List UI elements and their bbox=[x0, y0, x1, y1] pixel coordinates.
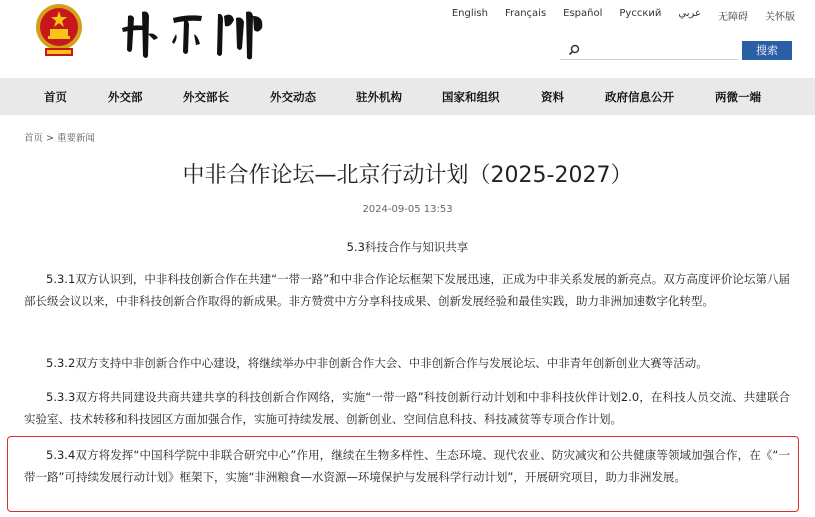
search-button[interactable]: 搜索 bbox=[742, 41, 792, 60]
article-paragraph: 5.3.3双方将共同建设共商共建共享的科技创新合作网络，实施“一带一路”科技创新行动计划和中非科技伙伴计划2.0，在科技人员交流、共建联合实验室、技术转移和科技园区方面加强合作，实施可持续发展、创新创业、空间信息科技、科技减贫等专项合作计划。 bbox=[24, 390, 790, 426]
national-emblem-logo[interactable] bbox=[33, 2, 85, 58]
elder-care-link[interactable]: 关怀版 bbox=[765, 12, 795, 23]
ministry-calligraphy-logo[interactable] bbox=[118, 4, 268, 62]
nav-item-news[interactable]: 外交动态 bbox=[270, 90, 316, 104]
language-bar bbox=[435, 8, 795, 23]
nav-item-countries[interactable]: 国家和组织 bbox=[442, 90, 500, 104]
search-icon bbox=[568, 44, 580, 56]
nav-item-resources[interactable]: 资料 bbox=[541, 90, 564, 104]
nav-item-home[interactable]: 首页 bbox=[44, 90, 67, 104]
main-nav bbox=[0, 78, 815, 115]
article-paragraph: 5.3.1双方认识到，中非科技创新合作在共建“一带一路”和中非合作论坛框架下发展迅速，正成为中非关系发展的新亮点。双方高度评价论坛第八届部长级会议以来，中非科技创新合作取得的新成果。非方赞赏中方分享科技成果、创新发展经验和最佳实践，助力非洲加速数字化转型。 bbox=[24, 272, 790, 308]
article-paragraph: 5.3.2双方支持中非创新合作中心建设，将继续举办中非创新合作大会、中非创新合作与发展论坛、中非青年创新创业大赛等活动。 bbox=[46, 356, 708, 370]
lang-spanish[interactable]: Español bbox=[563, 8, 603, 19]
accessibility-link[interactable]: 无障碍 bbox=[718, 12, 748, 23]
nav-item-social[interactable]: 两微一端 bbox=[715, 90, 761, 104]
nav-item-missions[interactable]: 驻外机构 bbox=[356, 90, 402, 104]
article-title: 中非合作论坛—北京行动计划（2025-2027） bbox=[182, 163, 633, 188]
lang-english[interactable]: English bbox=[451, 8, 488, 19]
lang-arabic[interactable]: عربي bbox=[678, 8, 701, 19]
nav-item-minister[interactable]: 外交部长 bbox=[183, 90, 229, 104]
nav-item-ministry[interactable]: 外交部 bbox=[108, 90, 143, 104]
breadcrumb[interactable]: 首页 > 重要新闻 bbox=[24, 133, 95, 144]
highlight-box bbox=[7, 436, 799, 512]
article-paragraph: 5.3.4双方将发挥“中国科学院中非联合研究中心”作用，继续在生物多样性、生态环境、现代农业、防灾减灾和公共健康等领域加强合作，在《“一带一路”可持续发展行动计划》框架下，实施“非洲粮食—水资源—环境保护与发展科学行动计划”，开展研究项目，助力非洲发展。 bbox=[24, 448, 790, 484]
search-input[interactable] bbox=[560, 41, 738, 60]
section-heading: 5.3科技合作与知识共享 bbox=[346, 240, 469, 254]
nav-item-gov-info[interactable]: 政府信息公开 bbox=[605, 90, 674, 104]
site-header bbox=[0, 0, 815, 78]
article-date: 2024-09-05 13:53 bbox=[362, 204, 453, 215]
lang-russian[interactable]: Русский bbox=[619, 8, 662, 19]
lang-french[interactable]: Français bbox=[504, 8, 547, 19]
